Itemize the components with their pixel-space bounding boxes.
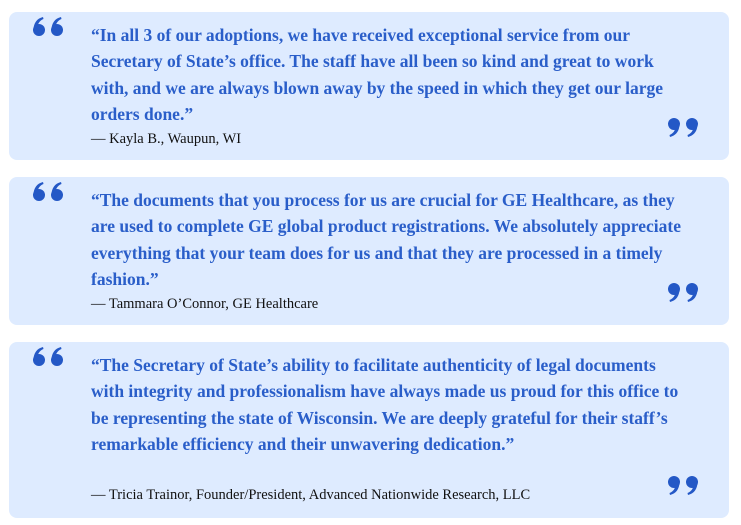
close-quote-icon (668, 283, 704, 319)
testimonial-quote: “The Secretary of State’s ability to facilitate authenticity of legal documents with integrity and professionalism have always made us proud for this office to be representing the state of Wisconsin. We are deeply grateful for their staff’s remarkable efficiency and their unwavering dedication.” (91, 355, 679, 454)
testimonial-quote: “In all 3 of our adoptions, we have received exceptional service from our Secretary of State’s office. The staff have all been so kind and great to work with, and we are always blown away by the speed in which they get our large orders done.” (91, 25, 664, 124)
testimonial-attribution: — Tammara O’Connor, GE Healthcare (91, 296, 319, 312)
testimonial-card (9, 12, 729, 160)
open-quote-icon (30, 346, 66, 382)
close-quote-icon (668, 476, 704, 512)
open-quote-icon (30, 16, 66, 52)
testimonial-card (9, 342, 729, 518)
testimonial-card (9, 177, 729, 325)
open-quote-icon (30, 181, 66, 217)
close-quote-icon (668, 118, 704, 154)
testimonial-attribution: — Kayla B., Waupun, WI (91, 131, 242, 147)
testimonial-quote: “The documents that you process for us are crucial for GE Healthcare, as they are used to complete GE global product registrations. We absolutely appreciate everything that your team does for us and that they are processed in a timely fashion.” (91, 190, 681, 289)
testimonial-attribution: — Tricia Trainor, Founder/President, Advanced Nationwide Research, LLC (91, 487, 531, 503)
